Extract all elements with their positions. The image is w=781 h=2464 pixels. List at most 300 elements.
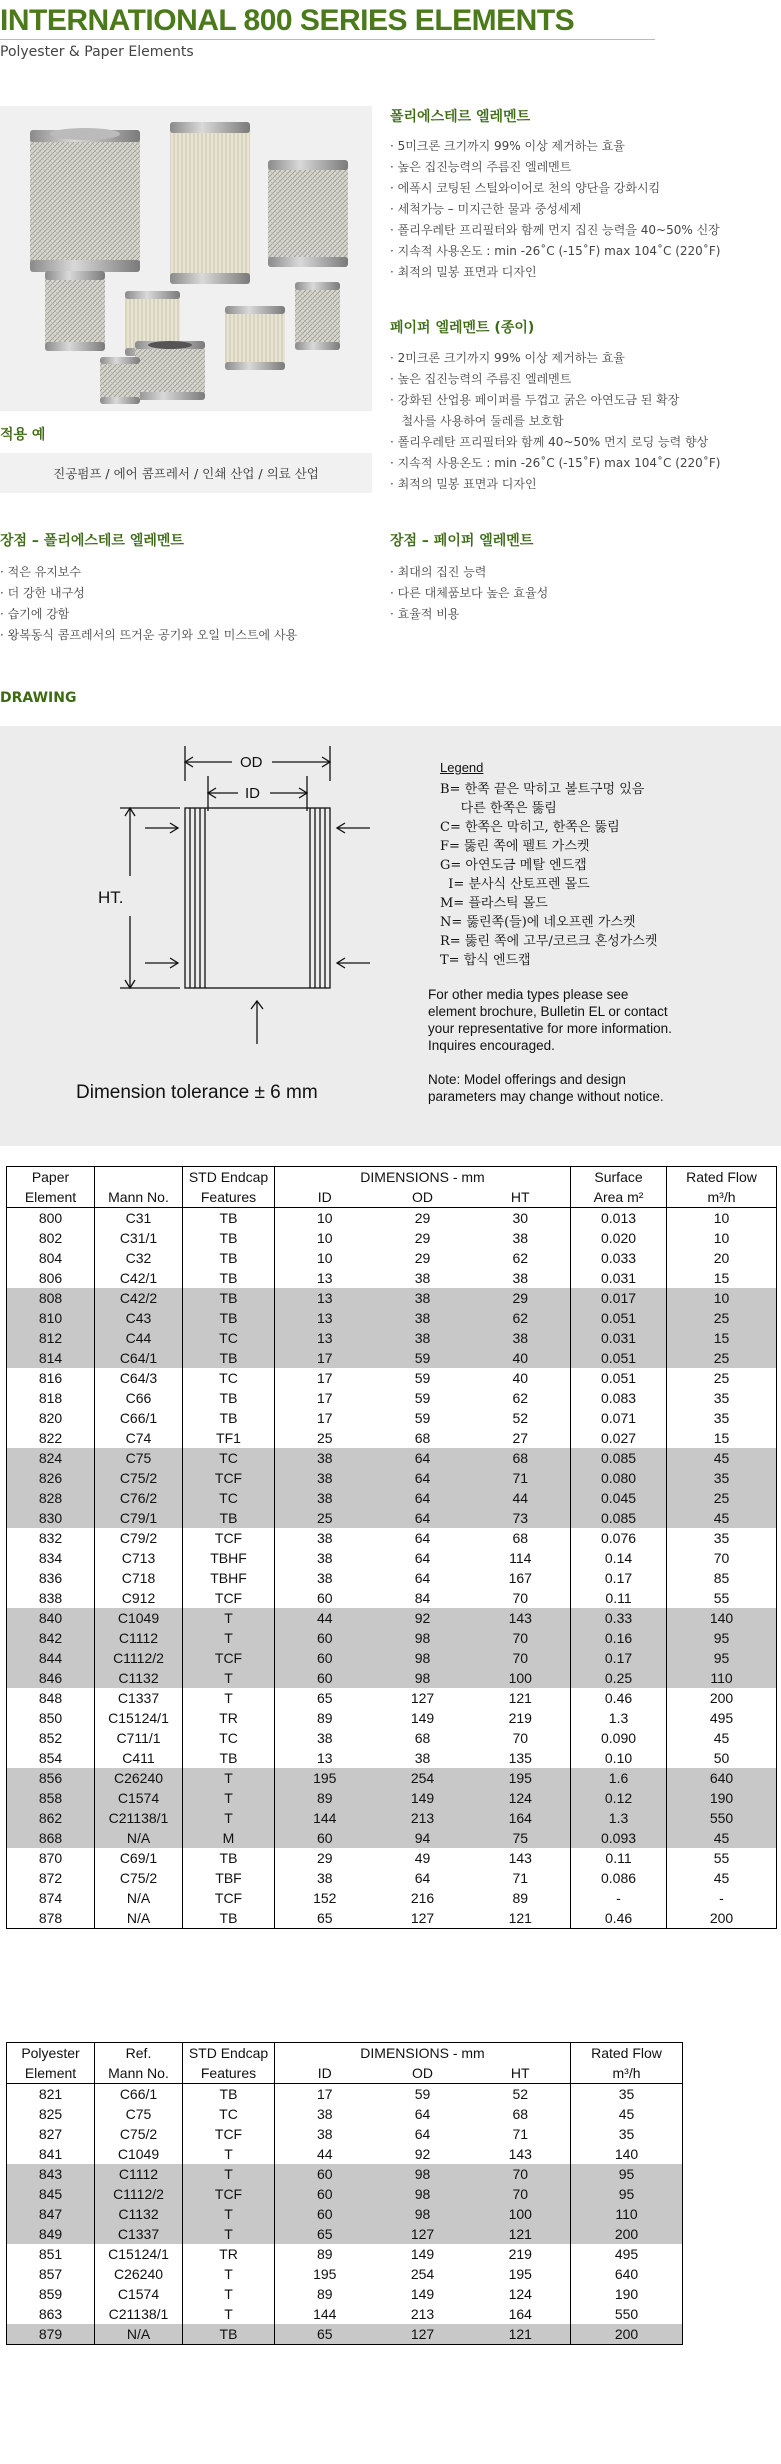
table-row	[7, 1668, 777, 1688]
table-cell: T	[183, 2144, 275, 2164]
col-header: Paper	[7, 1167, 95, 1188]
polyester-heading: 폴리에스테르 엘레멘트	[390, 109, 531, 125]
table-cell: C718	[95, 1568, 183, 1588]
table-cell: N/A	[95, 2324, 183, 2345]
table-row	[7, 2104, 683, 2124]
table-cell: 0.083	[571, 1388, 667, 1408]
table-cell: C75/2	[95, 2124, 183, 2144]
table-cell: 17	[275, 1348, 375, 1368]
table-cell: 35	[667, 1468, 777, 1488]
table-cell: 95	[571, 2184, 683, 2204]
table-cell: 38	[275, 1528, 375, 1548]
legend-item: T= 합식 엔드캡	[440, 953, 531, 968]
table-cell: 29	[414, 1250, 431, 1266]
table-cell: 149	[410, 2286, 435, 2302]
table-row	[7, 1868, 777, 1888]
table-cell: 35	[667, 1528, 777, 1548]
table-cell: 13	[275, 1308, 375, 1328]
paper-heading: 페이퍼 엘레멘트 (종이)	[390, 320, 535, 336]
table-cell: 25	[667, 1308, 777, 1328]
table-row	[7, 1528, 777, 1548]
table-cell: 1.3	[571, 1808, 667, 1828]
table-cell: 836	[7, 1568, 95, 1588]
table-cell: 0.10	[571, 1748, 667, 1768]
table-cell: C1132	[95, 2204, 183, 2224]
table-cell: 0.031	[571, 1268, 667, 1288]
table-row	[7, 1768, 777, 1788]
table-cell: C74	[95, 1428, 183, 1448]
table-cell: 65	[275, 2324, 375, 2345]
table-cell: 820	[7, 1408, 95, 1428]
table-cell: TBF	[183, 1868, 275, 1888]
table-cell: 44	[471, 1488, 571, 1508]
list-item: · 5미크론 크기까지 99% 이상 제거하는 효율	[390, 139, 625, 153]
table-cell: C42/1	[95, 1268, 183, 1288]
list-item: · 강화된 산업용 페이퍼를 두껍고 굵은 아연도금 된 확장	[390, 393, 680, 407]
table-cell: 0.033	[571, 1248, 667, 1268]
table-cell: 45	[667, 1508, 777, 1528]
table-cell: 68	[471, 1528, 571, 1548]
table-cell: 216	[410, 1890, 435, 1906]
table-cell: C64/3	[95, 1368, 183, 1388]
note-line: element brochure, Bulletin EL or contact	[428, 1004, 668, 1019]
table-cell: TC	[183, 2104, 275, 2124]
table-cell: 857	[7, 2264, 95, 2284]
table-cell: 17	[275, 2084, 375, 2105]
table-cell: T	[183, 2284, 275, 2304]
table-row	[7, 2264, 683, 2284]
table-row	[7, 1688, 777, 1708]
table-cell: 38	[414, 1270, 431, 1286]
table-cell: 89	[275, 2284, 375, 2304]
table-cell: TB	[183, 2084, 275, 2105]
col-header: Features	[183, 2063, 275, 2084]
table-cell: C912	[95, 1588, 183, 1608]
table-cell: 38	[275, 1728, 375, 1748]
note-line: For other media types please see	[428, 987, 629, 1002]
col-header: Mann No.	[95, 2063, 183, 2084]
table-cell: 0.086	[571, 1868, 667, 1888]
table-cell: TCF	[183, 1648, 275, 1668]
table-cell: 824	[7, 1448, 95, 1468]
adv-polyester-heading: 장점 – 폴리에스테르 엘레멘트	[0, 533, 184, 549]
table-cell: 100	[471, 2204, 571, 2224]
table-cell: 838	[7, 1588, 95, 1608]
table-cell: C26240	[95, 2264, 183, 2284]
table-cell: 70	[471, 1648, 571, 1668]
table-row	[7, 1408, 777, 1428]
list-item: · 최적의 밀봉 표면과 디자인	[390, 477, 537, 491]
table-cell: TC	[183, 1728, 275, 1748]
table-cell: 25	[667, 1368, 777, 1388]
table-cell: M	[183, 1828, 275, 1848]
table-cell: T	[183, 1808, 275, 1828]
table-row	[7, 1248, 777, 1268]
table-cell: 640	[571, 2264, 683, 2284]
table-row	[7, 1368, 777, 1388]
table-cell: 825	[7, 2104, 95, 2124]
table-cell: 52	[471, 1408, 571, 1428]
table-cell: 92	[375, 1608, 471, 1628]
table-cell: 164	[471, 2304, 571, 2324]
table-cell: C31	[95, 1208, 183, 1229]
table-cell: 70	[471, 1628, 571, 1648]
table-cell: TB	[183, 2324, 275, 2345]
list-item: · 지속적 사용온도 : min -26˚C (-15˚F) max 104˚C (220˚F)	[390, 456, 721, 470]
table-row	[7, 1648, 777, 1668]
table-cell: 45	[667, 1868, 777, 1888]
table-cell: C79/1	[95, 1508, 183, 1528]
table-cell: 38	[275, 1448, 375, 1468]
table-cell: 149	[410, 2246, 435, 2262]
table-cell: 144	[275, 1808, 375, 1828]
table-cell: 70	[471, 2184, 571, 2204]
table-cell: 1.3	[571, 1708, 667, 1728]
table-cell: 802	[7, 1228, 95, 1248]
table-cell: TC	[183, 1368, 275, 1388]
table-cell: TB	[183, 1308, 275, 1328]
table-cell: TB	[183, 1508, 275, 1528]
col-header: Rated Flow	[667, 1167, 777, 1188]
table-cell: C1112/2	[95, 1648, 183, 1668]
media-note	[428, 986, 672, 1054]
table-cell: C75/2	[95, 1468, 183, 1488]
table-cell: 0.093	[571, 1828, 667, 1848]
table-cell: 495	[571, 2244, 683, 2264]
table-cell: 190	[571, 2284, 683, 2304]
table-cell: 127	[410, 1690, 435, 1706]
col-header: OD	[375, 2063, 471, 2084]
table-cell: C64/1	[95, 1348, 183, 1368]
table-cell: 0.080	[571, 1468, 667, 1488]
table-cell: C31/1	[95, 1228, 183, 1248]
table-cell: T	[183, 1688, 275, 1708]
table-cell: 827	[7, 2124, 95, 2144]
table-cell: 64	[414, 1530, 431, 1546]
table-cell: 98	[375, 2184, 471, 2204]
table-cell: C75	[95, 1448, 183, 1468]
table-cell: 870	[7, 1848, 95, 1868]
table-cell: 38	[275, 2124, 375, 2144]
legend-item: F= 뚫린 쪽에 펠트 가스켓	[440, 839, 590, 854]
filter-cylinder-tall	[170, 122, 250, 284]
table-cell: 70	[667, 1548, 777, 1568]
table-row	[7, 2224, 683, 2244]
table-cell: 89	[471, 1888, 571, 1908]
table-cell: 64	[375, 1488, 471, 1508]
table-cell: 38	[275, 1868, 375, 1888]
table-cell: C66/1	[95, 2084, 183, 2105]
table-cell: 65	[275, 2224, 375, 2244]
col-header: STD Endcap	[183, 2043, 275, 2064]
table-cell: 70	[471, 1728, 571, 1748]
table-cell: 60	[275, 1648, 375, 1668]
table-cell: C1112	[95, 1628, 183, 1648]
table-cell: TC	[183, 1328, 275, 1348]
table-cell: 0.17	[571, 1568, 667, 1588]
list-item: · 지속적 사용온도 : min -26˚C (-15˚F) max 104˚C (220˚F)	[390, 244, 721, 258]
table-cell: 121	[471, 1908, 571, 1929]
table-cell: 200	[667, 1688, 777, 1708]
table-cell: 29	[275, 1848, 375, 1868]
table-cell: 75	[471, 1828, 571, 1848]
list-item: · 다른 대체품보다 높은 효율성	[390, 586, 549, 600]
table-cell: 0.085	[571, 1448, 667, 1468]
table-cell: 38	[275, 1548, 375, 1568]
table-cell: 68	[471, 2104, 571, 2124]
table-cell: 60	[275, 2204, 375, 2224]
table-cell: 15	[667, 1428, 777, 1448]
table-cell: 35	[667, 1388, 777, 1408]
list-item: 철사를 사용하여 둘레를 보호함	[390, 414, 564, 428]
table-cell: 0.33	[571, 1608, 667, 1628]
table-row	[7, 1548, 777, 1568]
table-cell: -	[571, 1888, 667, 1908]
table-cell: 38	[375, 1288, 471, 1308]
table-row	[7, 1228, 777, 1248]
table-row	[7, 2124, 683, 2144]
table-cell: C66/1	[95, 1408, 183, 1428]
table-cell: 0.11	[571, 1848, 667, 1868]
col-header: Mann No.	[95, 1187, 183, 1208]
table-cell: C1574	[95, 2284, 183, 2304]
note-line: parameters may change without notice.	[428, 1089, 664, 1104]
table-cell: TCF	[183, 1888, 275, 1908]
table-cell: 13	[275, 1748, 375, 1768]
list-item: · 2미크론 크기까지 99% 이상 제거하는 효율	[390, 351, 625, 365]
table-cell: 254	[410, 2266, 435, 2282]
col-header: HT	[471, 1187, 571, 1208]
list-item: · 세척가능 – 미지근한 물과 중성세제	[390, 202, 582, 216]
table-cell: 38	[275, 1468, 375, 1488]
legend-item: C= 한쪽은 막히고, 한쪽은 뚫림	[440, 820, 620, 835]
table-cell: TB	[183, 1408, 275, 1428]
legend-item: G= 아연도금 메탈 엔드캡	[440, 858, 587, 873]
table-cell: 806	[7, 1268, 95, 1288]
table-cell: 149	[375, 1788, 471, 1808]
table-cell: TB	[183, 1288, 275, 1308]
filter-cylinder-front	[135, 341, 205, 400]
table-cell: 94	[375, 1828, 471, 1848]
table-cell: 828	[7, 1488, 95, 1508]
drawing-panel	[0, 726, 781, 1146]
table-cell: TCF	[183, 2124, 275, 2144]
table-cell: 55	[667, 1848, 777, 1868]
table-row	[7, 1628, 777, 1648]
filter-cylinder-left-small	[100, 357, 140, 404]
table-cell: C76/2	[95, 1488, 183, 1508]
table-cell: 62	[471, 1388, 571, 1408]
dimension-drawing	[0, 726, 400, 1146]
table-row	[7, 1288, 777, 1308]
table-cell: C1112/2	[95, 2184, 183, 2204]
table-cell: 810	[7, 1308, 95, 1328]
table-cell: TC	[183, 1448, 275, 1468]
table-cell: 44	[275, 1608, 375, 1628]
adv-paper-list	[390, 562, 548, 625]
table-cell: 121	[471, 1688, 571, 1708]
table-cell: 856	[7, 1768, 95, 1788]
table-cell: TCF	[183, 2184, 275, 2204]
table-cell: 495	[667, 1708, 777, 1728]
id-label: ID	[245, 785, 260, 802]
table-cell: 550	[571, 2304, 683, 2324]
table-cell: C711/1	[95, 1728, 183, 1748]
filter-cylinder-front-right	[225, 306, 285, 370]
table-cell: 68	[471, 1448, 571, 1468]
table-cell: 863	[7, 2304, 95, 2324]
table-cell: 95	[667, 1648, 777, 1668]
table-cell: 62	[471, 1308, 571, 1328]
table-cell: 60	[275, 1668, 375, 1688]
table-cell: 818	[7, 1388, 95, 1408]
page-title: INTERNATIONAL 800 SERIES ELEMENTS	[0, 4, 575, 37]
table-cell: 38	[375, 1328, 471, 1348]
table-cell: 121	[471, 2324, 571, 2345]
table-cell: 200	[571, 2324, 683, 2345]
list-item: · 높은 집진능력의 주름진 엘레멘트	[390, 160, 572, 174]
table-cell: 851	[7, 2244, 95, 2264]
table-cell: 143	[471, 1848, 571, 1868]
table-cell: 0.071	[571, 1408, 667, 1428]
adv-paper-heading: 장점 – 페이퍼 엘레멘트	[390, 533, 534, 549]
table-cell: 98	[375, 1628, 471, 1648]
table-cell: 38	[471, 1328, 571, 1348]
table-cell: 200	[667, 1908, 777, 1929]
table-cell: 73	[471, 1508, 571, 1528]
col-header: Surface	[571, 1167, 667, 1188]
drawing-heading: DRAWING	[0, 690, 77, 706]
table-row	[7, 1488, 777, 1508]
table-cell: 149	[410, 1710, 435, 1726]
table-row	[7, 2204, 683, 2224]
table-cell: 89	[275, 1788, 375, 1808]
list-item: · 폴리우레탄 프리필터와 함께 40~50% 먼지 로딩 능력 향상	[390, 435, 709, 449]
table-row	[7, 2084, 683, 2105]
table-cell: T	[183, 2204, 275, 2224]
table-cell: 98	[375, 2164, 471, 2184]
table-cell: 20	[667, 1248, 777, 1268]
table-cell: 100	[471, 1668, 571, 1688]
list-item: · 높은 집진능력의 주름진 엘레멘트	[390, 372, 572, 386]
table-cell: 38	[414, 1750, 431, 1766]
table-cell: 0.46	[571, 1688, 667, 1708]
table-cell: 0.051	[571, 1348, 667, 1368]
table-cell: TC	[183, 1488, 275, 1508]
table-cell: 89	[275, 2244, 375, 2264]
table-cell: 64	[375, 1448, 471, 1468]
table-cell: 15	[667, 1328, 777, 1348]
list-item: · 에폭시 코팅된 스틸와이어로 천의 양단을 강화시킴	[390, 181, 661, 195]
table-cell: 92	[414, 2146, 431, 2162]
col-header: Element	[7, 1187, 95, 1208]
table-cell: 822	[7, 1428, 95, 1448]
table-cell: TCF	[183, 1468, 275, 1488]
list-item: · 더 강한 내구성	[0, 586, 85, 600]
table-cell: 804	[7, 1248, 95, 1268]
table-cell: 854	[7, 1748, 95, 1768]
table-cell: 15	[667, 1268, 777, 1288]
table-cell: 0.045	[571, 1488, 667, 1508]
table-cell: 29	[414, 1210, 431, 1226]
table-cell: 98	[375, 2204, 471, 2224]
table-cell: 59	[414, 2086, 431, 2102]
table-cell: 195	[471, 1768, 571, 1788]
table-cell: 0.46	[571, 1908, 667, 1929]
filter-cylinder-far-right	[295, 282, 340, 350]
table-row	[7, 2324, 683, 2345]
table-row	[7, 1808, 777, 1828]
list-item: · 폴리우레탄 프리필터와 함께 먼지 집진 능력을 40~50% 신장	[390, 223, 720, 237]
page-subtitle: Polyester & Paper Elements	[0, 44, 194, 60]
paper-elements-table	[6, 1166, 777, 1929]
table-row	[7, 1888, 777, 1908]
table-cell: T	[183, 1788, 275, 1808]
table-cell: 95	[667, 1628, 777, 1648]
table-row	[7, 2284, 683, 2304]
table-cell: 10	[275, 1208, 375, 1229]
adv-polyester-list	[0, 562, 297, 646]
table-cell: TB	[183, 1228, 275, 1248]
table-cell: 195	[275, 2264, 375, 2284]
table-cell: 64	[375, 1508, 471, 1528]
col-header: ID	[275, 2063, 375, 2084]
col-header: m³/h	[667, 1187, 777, 1208]
legend-item: N= 뚫린쪽(들)에 네오프렌 가스켓	[440, 915, 636, 930]
table-row	[7, 1448, 777, 1468]
table-cell: 45	[667, 1728, 777, 1748]
table-cell: N/A	[95, 1828, 183, 1848]
legend-item: M= 플라스틱 몰드	[440, 896, 548, 911]
table-cell: C411	[95, 1748, 183, 1768]
table-cell: 152	[275, 1888, 375, 1908]
table-cell: 862	[7, 1808, 95, 1828]
table-cell: 95	[571, 2164, 683, 2184]
table-cell: 812	[7, 1328, 95, 1348]
table-cell: 17	[275, 1408, 375, 1428]
col-header: m³/h	[571, 2063, 683, 2084]
table-cell: TB	[183, 1248, 275, 1268]
table-cell: TCF	[183, 1528, 275, 1548]
table-cell: 135	[471, 1748, 571, 1768]
table-cell: 0.017	[571, 1288, 667, 1308]
table-cell: TR	[183, 2244, 275, 2264]
table-cell: C15124/1	[95, 1708, 183, 1728]
table-cell: 143	[471, 2144, 571, 2164]
tolerance-label: Dimension tolerance ± 6 mm	[76, 1082, 318, 1103]
legend-item: B= 한쪽 끝은 막히고 볼트구멍 있음	[440, 782, 645, 797]
table-cell: 127	[375, 1908, 471, 1929]
table-cell: C75/2	[95, 1868, 183, 1888]
table-cell: 550	[667, 1808, 777, 1828]
table-cell: 10	[275, 1248, 375, 1268]
col-header: Features	[183, 1187, 275, 1208]
list-item: · 적은 유지보수	[0, 565, 81, 579]
table-cell: 38	[275, 1488, 375, 1508]
filter-cylinder-mid	[45, 271, 105, 351]
table-cell: 10	[275, 1228, 375, 1248]
table-cell: C21138/1	[95, 1808, 183, 1828]
table-cell: 35	[667, 1408, 777, 1428]
table-cell: 821	[7, 2084, 95, 2105]
paper-table-body	[7, 1208, 777, 1929]
table-cell: 254	[375, 1768, 471, 1788]
table-cell: 25	[275, 1508, 375, 1528]
table-cell: C15124/1	[95, 2244, 183, 2264]
table-cell: 64	[414, 1550, 431, 1566]
table-cell: 10	[667, 1288, 777, 1308]
table-cell: T	[183, 2224, 275, 2244]
